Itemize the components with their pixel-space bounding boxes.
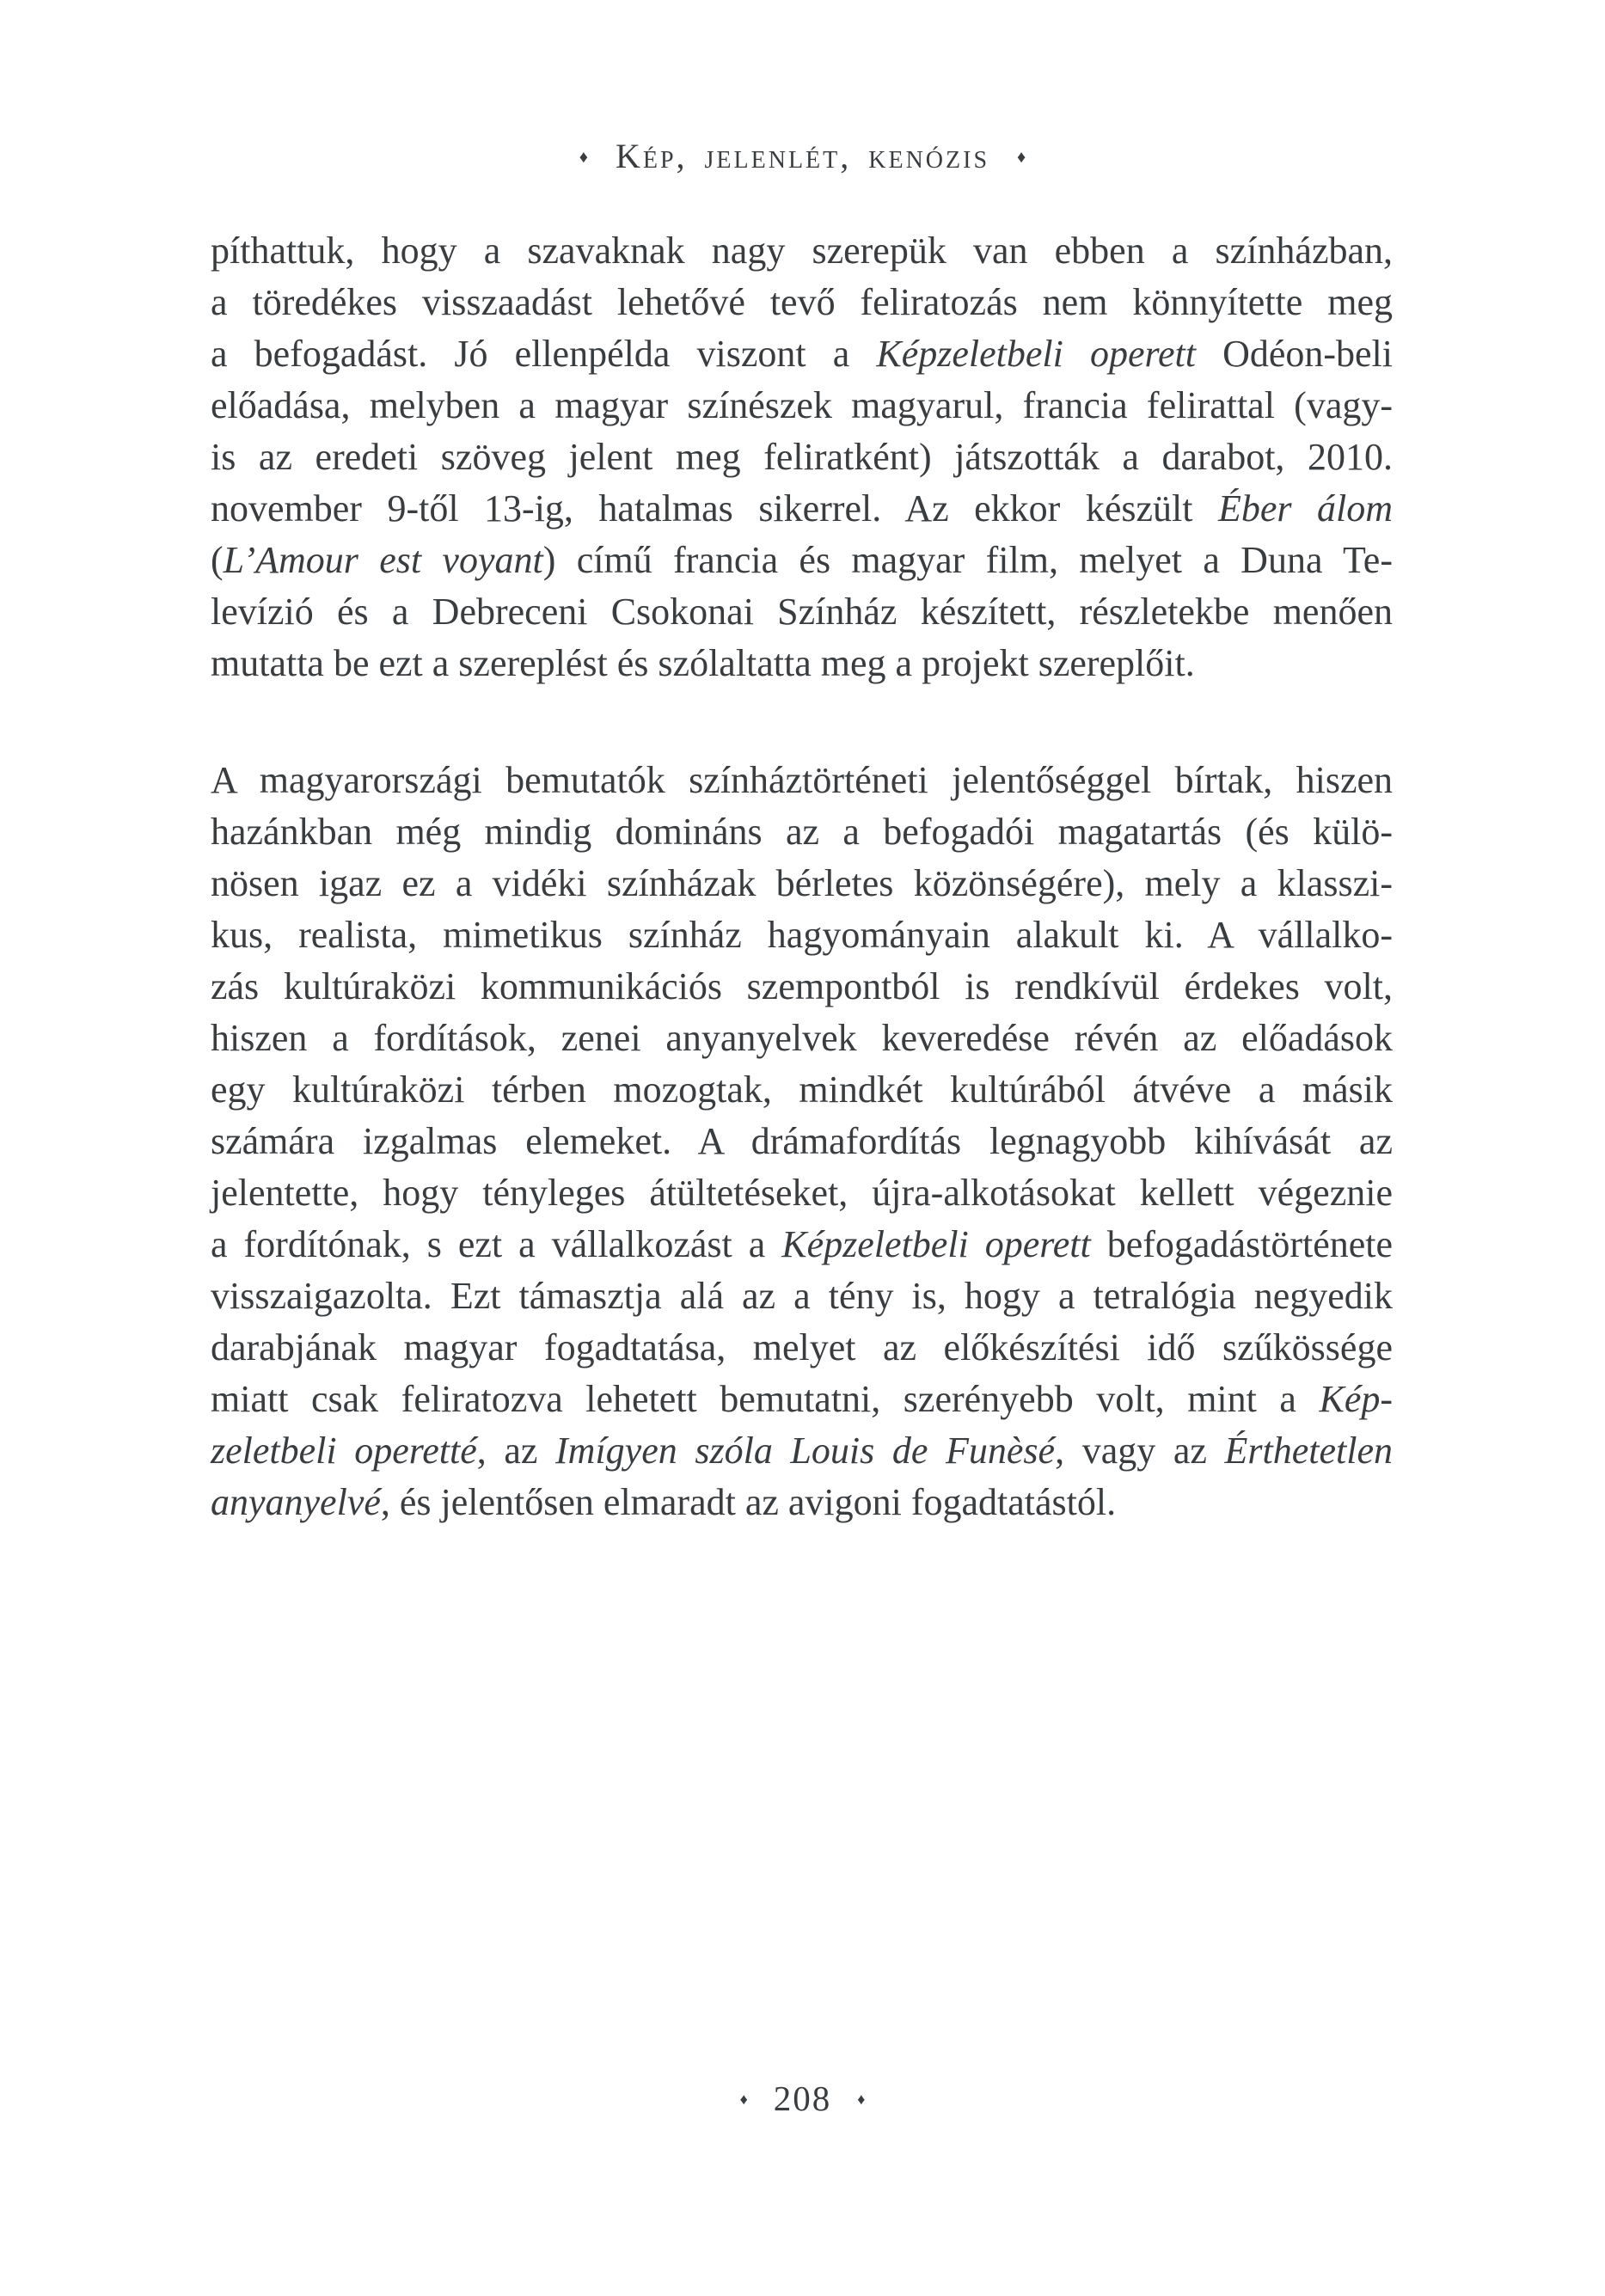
diamond-ornament-icon: ♦ <box>739 2091 748 2108</box>
text-line <box>211 1116 1393 1167</box>
italic-run: Imígyen szóla Louis de Funèsé <box>555 1430 1056 1472</box>
text-line <box>211 858 1393 909</box>
text-line <box>211 1219 1393 1270</box>
text-run: előadása, melyben a magyar színészek magyarul, francia felirattal (vagy- <box>211 384 1393 426</box>
diamond-ornament-icon: ♦ <box>857 2091 866 2108</box>
text-run: mutatta be ezt a szereplést és szólaltatta meg a projekt szereplőit. <box>211 642 1195 684</box>
italic-run: anyanyelvé <box>211 1481 381 1523</box>
page-footer <box>0 2077 1605 2121</box>
text-line <box>211 432 1393 483</box>
text-run: , és jelentősen elmaradt az avigoni fogadtatástól. <box>380 1481 1117 1523</box>
text-run: hazánkban még mindig domináns az a befogadói magatartás (és külö- <box>211 811 1393 853</box>
text-run: nösen igaz ez a vidéki színházak bérletes közönségére), mely a klasszi- <box>211 862 1393 904</box>
text-line <box>211 638 1393 689</box>
text-line <box>211 755 1393 806</box>
text-run: a töredékes visszaadást lehetővé tevő feliratozás nem könnyítette meg <box>211 281 1393 323</box>
text-run: ) című francia és magyar film, melyet a Duna Te- <box>542 539 1393 581</box>
text-run: kus, realista, mimetikus színház hagyományain alakult ki. A vállalko- <box>211 914 1393 956</box>
text-line <box>211 328 1393 380</box>
text-line <box>211 1425 1393 1477</box>
text-line <box>211 586 1393 638</box>
italic-run: L’Amour est voyant <box>223 539 543 581</box>
text-run: november 9-től 13-ig, hatalmas sikerrel. Az ekkor készült <box>211 487 1218 530</box>
page-number: 208 <box>773 2079 832 2118</box>
body-text <box>211 225 1393 1528</box>
text-run: , az <box>476 1430 556 1472</box>
diamond-ornament-icon: ♦ <box>1017 148 1026 167</box>
text-run: miatt csak feliratozva lehetett bemutatni, szerényebb volt, mint a <box>211 1378 1320 1420</box>
text-run: befogadástörténete <box>1090 1223 1394 1265</box>
text-line <box>211 225 1393 277</box>
text-run: zás kultúraközi kommunikációs szempontból is rendkívül érdekes volt, <box>211 965 1393 1007</box>
text-run: visszaigazolta. Ezt támasztja alá az a tény is, hogy a tetralógia negyedik <box>211 1275 1393 1317</box>
text-line <box>211 1013 1393 1064</box>
italic-run: Kép- <box>1319 1378 1393 1420</box>
italic-run: Képzeletbeli operett <box>781 1223 1091 1265</box>
text-run: is az eredeti szöveg jelent meg feliratként) játszották a darabot, 2010. <box>211 436 1393 478</box>
italic-run: Képzeletbeli operett <box>876 333 1196 375</box>
text-run: a fordítónak, s ezt a vállalkozást a <box>211 1223 782 1265</box>
text-line <box>211 277 1393 328</box>
text-line <box>211 380 1393 432</box>
text-line <box>211 483 1393 535</box>
text-run: számára izgalmas elemeket. A drámafordítás legnagyobb kihívását az <box>211 1120 1393 1162</box>
text-run: , vagy az <box>1055 1430 1225 1472</box>
paragraph <box>211 755 1393 1528</box>
text-line <box>211 535 1393 586</box>
running-header <box>0 136 1605 178</box>
running-header-title: Kép, jelenlét, kenózis <box>615 137 990 175</box>
diamond-ornament-icon: ♦ <box>579 148 588 167</box>
text-line <box>211 1374 1393 1425</box>
text-line <box>211 1322 1393 1374</box>
text-run: jelentette, hogy tényleges átültetéseket, újra-alkotásokat kellett végeznie <box>211 1172 1393 1214</box>
text-run: ( <box>211 539 224 581</box>
italic-run: Éber álom <box>1217 487 1393 530</box>
paragraph <box>211 225 1393 689</box>
text-line <box>211 806 1393 858</box>
text-run: a befogadást. Jó ellenpélda viszont a <box>211 333 877 375</box>
text-line <box>211 1064 1393 1116</box>
text-run: A magyarországi bemutatók színháztörténeti jelentőséggel bírtak, hiszen <box>211 759 1393 801</box>
text-line <box>211 909 1393 961</box>
text-line <box>211 1477 1393 1528</box>
text-run: darabjának magyar fogadtatása, melyet az előkészítési idő szűkössége <box>211 1326 1393 1368</box>
text-line <box>211 1270 1393 1322</box>
text-run: levízió és a Debreceni Csokonai Színház készített, részletekbe menően <box>211 591 1393 633</box>
text-line <box>211 961 1393 1013</box>
italic-run: zeletbeli operetté <box>211 1430 477 1472</box>
text-run: egy kultúraközi térben mozogtak, mindkét kultúrából átvéve a másik <box>211 1068 1393 1111</box>
text-run: píthattuk, hogy a szavaknak nagy szerepük van ebben a színházban, <box>211 230 1393 272</box>
text-run: Odéon-beli <box>1195 333 1394 375</box>
text-run: hiszen a fordítások, zenei anyanyelvek keveredése révén az előadások <box>211 1017 1393 1059</box>
italic-run: Érthetetlen <box>1224 1430 1393 1472</box>
text-line <box>211 1167 1393 1219</box>
